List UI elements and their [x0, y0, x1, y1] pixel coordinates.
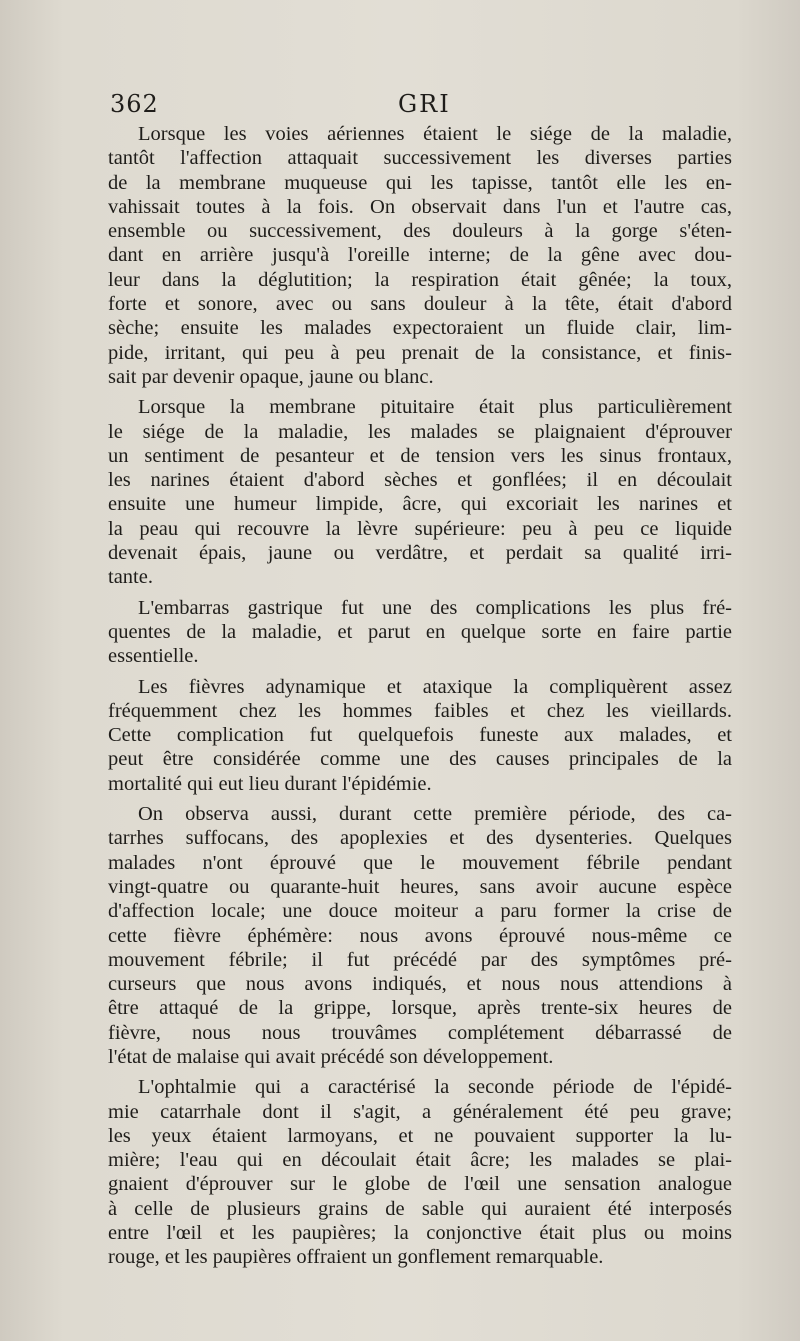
text-line: l'état de malaise qui avait précédé son développement.	[108, 1045, 554, 1068]
text-line: devenait épais, jaune ou verdâtre, et perdait sa qualité irri-	[108, 542, 732, 565]
text-line: d'affection locale; une douce moiteur a paru former la crise de	[108, 900, 732, 923]
text-line: les narines étaient d'abord sèches et gonflées; il en découlait	[108, 469, 732, 492]
text-line: tantôt l'affection attaquait successivement les diverses parties	[108, 147, 732, 170]
paragraph	[108, 395, 732, 589]
text-line: vahissait toutes à la fois. On observait dans l'un et l'autre cas,	[108, 195, 732, 218]
text-line: rouge, et les paupières offraient un gonflement remarquable.	[108, 1246, 604, 1269]
body-text	[108, 122, 732, 1276]
text-line: mière; l'eau qui en découlait était âcre; les malades se plai-	[108, 1149, 732, 1172]
text-line: les yeux étaient larmoyans, et ne pouvaient supporter la lu-	[108, 1124, 732, 1147]
text-line: pide, irritant, qui peu à peu prenait de la consistance, et finis-	[108, 341, 732, 364]
text-line: le siége de la maladie, les malades se plaignaient d'éprouver	[108, 420, 732, 443]
text-line: ensemble ou successivement, des douleurs à la gorge s'éten-	[108, 220, 732, 243]
paragraph	[108, 122, 732, 389]
text-line: On observa aussi, durant cette première période, des ca-	[138, 803, 732, 826]
paragraph	[108, 675, 732, 796]
text-line: dant en arrière jusqu'à l'oreille interne; de la gêne avec dou-	[108, 244, 732, 267]
text-line: mortalité qui eut lieu durant l'épidémie.	[108, 772, 432, 795]
text-line: un sentiment de pesanteur et de tension vers les sinus frontaux,	[108, 444, 732, 467]
text-line: mie catarrhale dont il s'agit, a généralement été peu grave;	[108, 1100, 732, 1123]
text-line: Lorsque les voies aériennes étaient le siége de la maladie,	[138, 123, 732, 145]
text-line: ensuite une humeur limpide, âcre, qui excoriait les narines et	[108, 493, 732, 516]
text-line: tante.	[108, 566, 153, 589]
text-line: de la membrane muqueuse qui les tapisse, tantôt elle les en-	[108, 171, 732, 194]
text-line: à celle de plusieurs grains de sable qui auraient été interposés	[108, 1197, 732, 1220]
text-line: quentes de la maladie, et parut en quelque sorte en faire partie	[108, 620, 732, 643]
running-title: GRI	[398, 90, 451, 118]
text-line: tarrhes suffocans, des apoplexies et des dysenteries. Quelques	[108, 827, 732, 850]
text-line: sèche; ensuite les malades expectoraient un fluide clair, lim-	[108, 317, 732, 340]
text-line: forte et sonore, avec ou sans douleur à la tête, était d'abord	[108, 293, 732, 316]
page-header	[110, 90, 730, 120]
text-line: L'embarras gastrique fut une des complications les plus fré-	[138, 596, 732, 619]
text-line: cette fièvre éphémère: nous avons éprouvé nous-même ce	[108, 924, 732, 947]
paragraph	[108, 596, 732, 669]
paragraph	[108, 802, 732, 1069]
text-line: Lorsque la membrane pituitaire était plus particulièrement	[138, 396, 732, 419]
text-line: gnaient d'éprouver sur le globe de l'œil une sensation analogue	[108, 1173, 732, 1196]
text-line: mouvement fébrile; il fut précédé par des symptômes pré-	[108, 948, 732, 971]
text-line: curseurs que nous avons indiqués, et nous nous attendions à	[108, 973, 732, 996]
text-line: être attaqué de la grippe, lorsque, après trente-six heures de	[108, 997, 732, 1020]
text-line: Cette complication fut quelquefois funeste aux malades, et	[108, 724, 732, 747]
text-line: essentielle.	[108, 645, 199, 668]
text-line: peut être considérée comme une des causes principales de la	[108, 748, 732, 771]
text-line: vingt-quatre ou quarante-huit heures, sans avoir aucune espèce	[108, 875, 732, 898]
text-line: sait par devenir opaque, jaune ou blanc.	[108, 365, 434, 388]
text-line: fréquemment chez les hommes faibles et chez les vieillards.	[108, 699, 732, 722]
text-line: la peau qui recouvre la lèvre supérieure: peu à peu ce liquide	[108, 517, 732, 540]
text-line: malades n'ont éprouvé que le mouvement fébrile pendant	[108, 851, 732, 874]
text-line: entre l'œil et les paupières; la conjonctive était plus ou moins	[108, 1222, 732, 1245]
text-line: Les fièvres adynamique et ataxique la compliquèrent assez	[138, 675, 732, 698]
text-line: leur dans la déglutition; la respiration était gênée; la toux,	[108, 268, 732, 291]
paragraph	[108, 1075, 732, 1269]
page-number: 362	[110, 90, 159, 118]
text-line: fièvre, nous nous trouvâmes complétement débarrassé de	[108, 1021, 732, 1044]
text-line: L'ophtalmie qui a caractérisé la seconde période de l'épidé-	[138, 1076, 732, 1099]
